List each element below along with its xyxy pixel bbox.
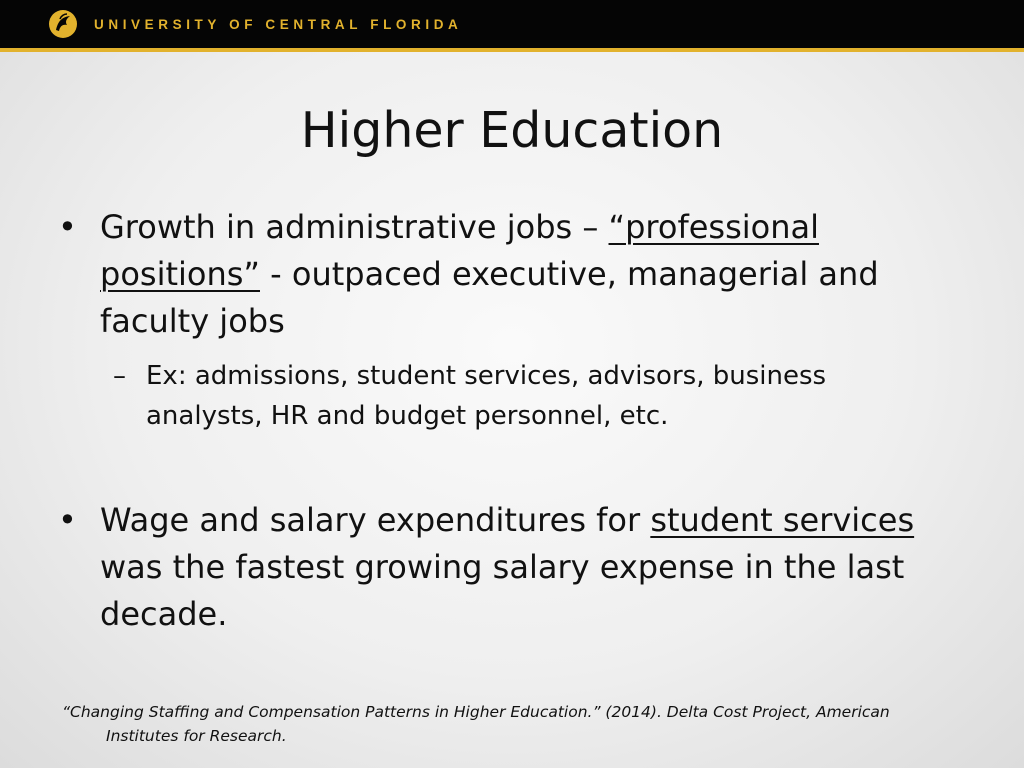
bullet-glyph-2: •: [58, 501, 77, 539]
bullet-1-text-a: Growth in administrative jobs –: [100, 208, 609, 246]
bullet-1-underlined: “professional positions”: [100, 208, 819, 293]
bullet-2-text-a: Wage and salary expenditures for: [100, 501, 651, 539]
slide-title: Higher Education: [300, 102, 724, 159]
citation: [62, 700, 962, 748]
bullet-2-text-b: was the fastest growing salary expense in the last decade.: [100, 548, 905, 633]
bullet-glyph-1: •: [58, 208, 77, 246]
sub-bullet-1: Ex: admissions, student services, advisors, business analysts, HR and budget personnel, etc.: [146, 361, 827, 431]
citation-line-1: “Changing Staffing and Compensation Patterns in Higher Education.” (2014). Delta Cost Project, American: [62, 703, 890, 721]
bullet-1-text-b: - outpaced executive, managerial and faculty jobs: [100, 255, 879, 340]
bullet-2: [100, 497, 960, 638]
sub-bullet-dash: –: [113, 361, 126, 391]
citation-line-2: Institutes for Research.: [106, 727, 287, 745]
university-brand-text: UNIVERSITY OF CENTRAL FLORIDA: [94, 17, 463, 32]
bullet-1: [100, 204, 960, 345]
pegasus-logo-icon: [48, 9, 78, 39]
header-bar: [0, 0, 1024, 52]
bullet-2-underlined: student services: [650, 501, 915, 539]
